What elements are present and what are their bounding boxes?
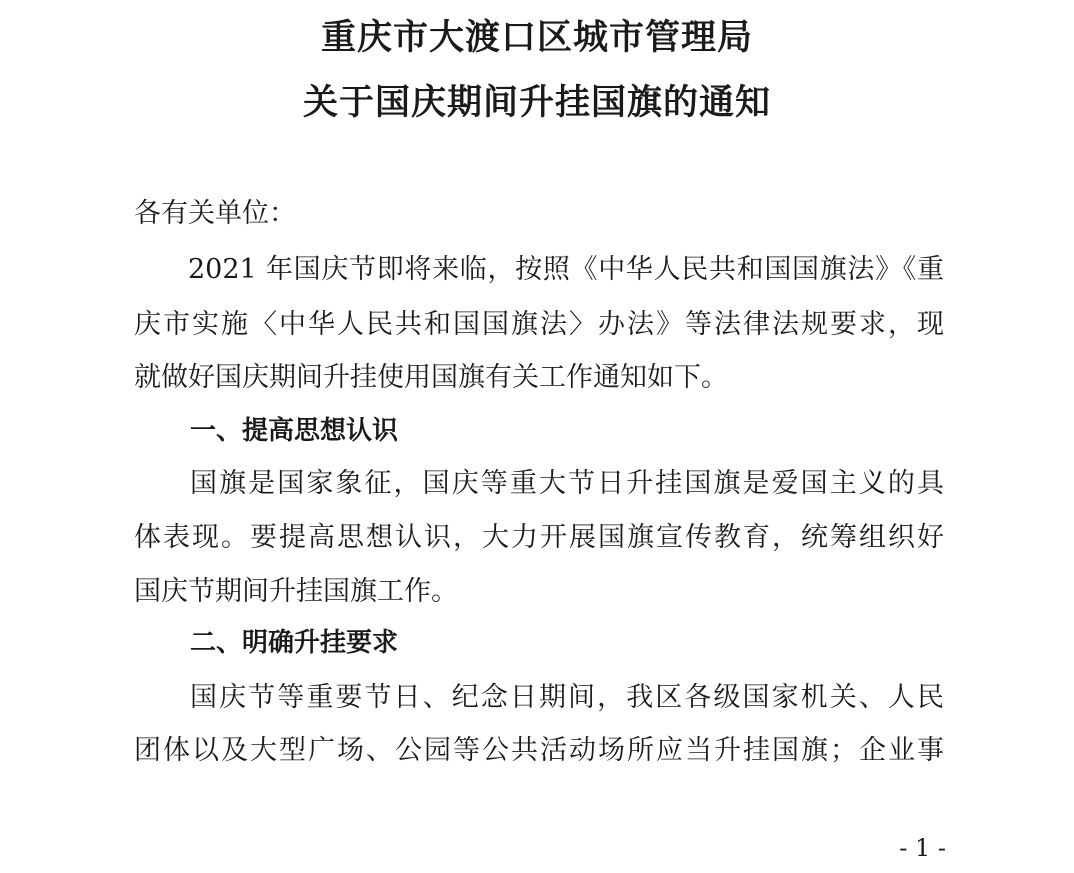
title-line-1: 重庆市大渡口区城市管理局 [320, 18, 753, 58]
title-line-2: 关于国庆期间升挂国旗的通知 [302, 83, 771, 123]
section-1-heading: 一、提高思想认识 [190, 416, 399, 446]
page-number: - 1 - [899, 834, 946, 862]
intro-line: 庆市实施〈中华人民共和国国旗法〉办法》等法律法规要求，现 [134, 309, 944, 340]
section-1-line: 国庆节期间升挂国旗工作。 [134, 576, 458, 607]
section-1-line: 体表现。要提高思想认识，大力开展国旗宣传教育，统筹组织好 [134, 522, 944, 553]
section-2-heading: 二、明确升挂要求 [190, 628, 399, 658]
salutation: 各有关单位： [134, 198, 296, 229]
section-2-line: 国庆节等重要节日、纪念日期间，我区各级国家机关、人民 [190, 682, 944, 713]
section-1-line: 国旗是国家象征，国庆等重大节日升挂国旗是爱国主义的具 [190, 468, 944, 499]
section-2-line: 团体以及大型广场、公园等公共活动场所应当升挂国旗；企业事 [134, 735, 944, 766]
intro-line: 2021 年国庆节即将来临，按照《中华人民共和国国旗法》《重 [188, 254, 944, 285]
intro-line: 就做好国庆期间升挂使用国旗有关工作通知如下。 [134, 362, 728, 393]
